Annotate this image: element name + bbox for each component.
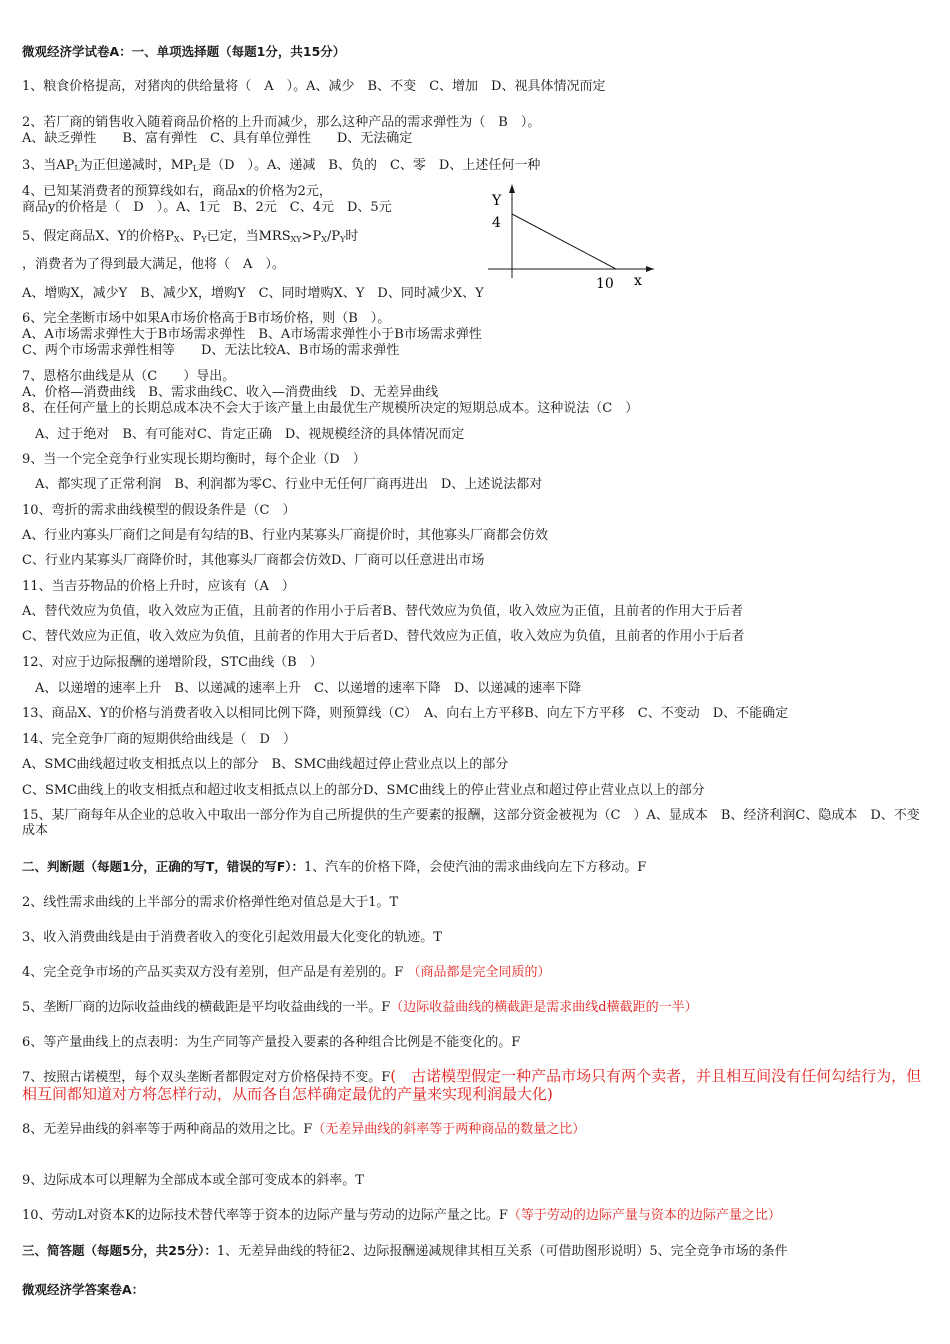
mc-q8-stem: 8、在任何产量上的长期总成本决不会大于该产量上由最优生产规模所决定的短期总成本。这种说法（C ） [22,401,639,416]
budget-line [512,214,616,269]
tf-q10-note: （等于劳动的边际产量与资本的边际产量之比） [507,1208,781,1223]
tf-heading: 二、判断题（每题1分，正确的写T，错误的写F）： [22,859,305,874]
x-axis-arrow [646,266,654,272]
x-axis-label: x [634,273,642,289]
mc-q5-stem: 5、假定商品X、Y的价格$P_X$、$P_Y$已定，当$MRS_{XY}>P_X/P_Y$时 [22,229,359,244]
tf-q8-note: （无差异曲线的斜率等于两种商品的数量之比） [312,1122,586,1137]
mc-q4-options: 商品y的价格是（ D ）。A、1元 B、2元 C、4元 D、5元 [22,200,392,215]
mc-q14-stem: 14、完全竞争厂商的短期供给曲线是（ D ） [22,732,296,747]
mc-q4-stem: 4、已知某消费者的预算线如右，商品x的价格为2元， [22,184,332,199]
mc-q14-options-ab: A、SMC曲线超过收支相抵点以上的部分 B、SMC曲线超过停止营业点以上的部分 [22,757,509,772]
x-intercept-label: 10 [596,276,614,292]
tf-q6: 6、等产量曲线上的点表明：为生产同等产量投入要素的各种组合比例是不能变化的。F [22,1035,521,1050]
tf-q2: 2、线性需求曲线的上半部分的需求价格弹性绝对值总是大于1。T [22,895,399,910]
mc-q7-stem: 7、恩格尔曲线是从（C ）导出。 [22,369,236,384]
mc-q1: 1、粮食价格提高，对猪肉的供给量将（ A ）。A、减少 B、不变 C、增加 D、视具体情况而定 [22,79,606,94]
mc-q9-options: A、都实现了正常利润 B、利润都为零C、行业中无任何厂商再进出 D、上述说法都对 [22,477,543,492]
mc-q10-options-cd: C、行业内某寡头厂商降价时，其他寡头厂商都会仿效D、厂商可以任意进出市场 [22,553,485,568]
mc-q6-options-ab: A、A市场需求弹性大于B市场需求弹性 B、A市场需求弹性小于B市场需求弹性 [22,327,482,342]
mc-q10-options-ab: A、行业内寡头厂商们之间是有勾结的B、行业内某寡头厂商提价时，其他寡头厂商都会仿效 [22,528,548,543]
mc-q9-stem: 9、当一个完全竞争行业实现长期均衡时，每个企业（D ） [22,452,366,467]
mc-q8-options: A、过于绝对 B、有可能对C、肯定正确 D、视规模经济的具体情况而定 [22,427,465,442]
tf-section [22,859,646,875]
tf-q5-note: （边际收益曲线的横截距是需求曲线d横截距的一半） [390,1000,698,1015]
tf-q7-note: ( 古诺模型假定一种产品市场只有两个卖者，并且相互间没有任何勾结行为，但相互间都知道对方将怎样行动，从而各自怎样确定最优的产量来实现利润最大化) [22,1067,922,1103]
tf-q3: 3、收入消费曲线是由于消费者收入的变化引起效用最大化变化的轨迹。T [22,930,442,945]
tf-q8: 8、无差异曲线的斜率等于两种商品的效用之比。F（无差异曲线的斜率等于两种商品的数量之比） [22,1122,586,1137]
mc-q10-stem: 10、弯折的需求曲线模型的假设条件是（C ） [22,503,296,518]
mc-q11-stem: 11、当吉芬物品的价格上升时，应该有（A ） [22,579,295,594]
mc-q6-stem: 6、完全垄断市场中如果A市场价格高于B市场价格，则（B ）。 [22,311,391,326]
mc-q2-stem: 2、若厂商的销售收入随着商品价格的上升而减少，那么这种产品的需求弹性为（ B ）。 [22,115,541,130]
mc-q13: 13、商品X、Y的价格与消费者收入以相同比例下降，则预算线（C） A、向右上方平移B、向左下方平移 C、不变动 D、不能确定 [22,706,789,721]
mc-q14-options-cd: C、SMC曲线上的收支相抵点和超过收支相抵点以上的部分D、SMC曲线上的停止营业点和超过停止营业点以上的部分 [22,783,705,798]
tf-q4: 4、完全竞争市场的产品买卖双方没有差别，但产品是有差别的。F （商品都是完全同质的） [22,965,551,980]
tf-q1: 1、汽车的价格下降，会使汽油的需求曲线向左下方移动。F [304,860,647,875]
mc-q6-options-cd: C、两个市场需求弹性相等 D、无法比较A、B市场的需求弹性 [22,343,400,358]
y-intercept-label: 4 [492,215,501,231]
mc-q11-options-cd: C、替代效应为正值，收入效应为负值，且前者的作用大于后者D、替代效应为正值，收入效应为负值，且前者的作用小于后者 [22,629,745,644]
mc-q12-options: A、以递增的速率上升 B、以递减的速率上升 C、以递增的速率下降 D、以递减的速率下降 [22,681,582,696]
tf-q7: 7、按照古诺模型，每个双头垄断者都假定对方价格保持不变。F( 古诺模型假定一种产品市场只有两个卖者，并且相互间没有任何勾结行为，但相互间都知道对方将怎样行动，从而各自怎样确定最优的产量来实现利润最大化) [22,1067,922,1103]
exam-title: 微观经济学试卷A：一、单项选择题（每题1分，共15分） [22,44,346,59]
mc-q12-stem: 12、对应于边际报酬的递增阶段，STC曲线（B ） [22,655,323,670]
short-heading: 三、简答题（每题5分，共25分）： [22,1243,217,1258]
y-axis-arrow [509,184,515,193]
tf-q4-note: （商品都是完全同质的） [407,965,551,980]
mc-q7-options: A、价格—消费曲线 B、需求曲线C、收入—消费曲线 D、无差异曲线 [22,385,439,400]
mc-q15: 15、某厂商每年从企业的总收入中取出一部分作为自己所提供的生产要素的报酬，这部分资金被视为（C ）A、显成本 B、经济利润C、隐成本 D、不变成本 [22,808,920,838]
answer-sheet-title: 微观经济学答案卷A： [22,1282,145,1297]
mc-q5-options: A、增购X，减少Y B、减少X，增购Y C、同时增购X、Y D、同时减少X、Y [22,286,484,301]
mc-q3: 3、当$AP_L$为正但递减时，$MP_L$是（D ）。A、递减 B、负的 C、零 D、上述任何一种 [22,158,541,173]
tf-q5: 5、垄断厂商的边际收益曲线的横截距是平均收益曲线的一半。F（边际收益曲线的横截距是需求曲线d横截距的一半） [22,1000,698,1015]
y-axis-label: Y [492,193,502,209]
mc-q5-stem-cont: ，消费者为了得到最大满足，他将（ A ）。 [22,257,285,272]
mc-q2-options: A、缺乏弹性 B、富有弹性 C、具有单位弹性 D、无法确定 [22,131,413,146]
tf-q10: 10、劳动L对资本K的边际技术替代率等于资本的边际产量与劳动的边际产量之比。F（等于劳动的边际产量与资本的边际产量之比） [22,1208,781,1223]
short-questions: 1、无差异曲线的特征2、边际报酬递减规律其相互关系（可借助图形说明）5、完全竞争市场的条件 [216,1244,788,1259]
short-answer-section [22,1243,788,1259]
mc-q11-options-ab: A、替代效应为负值，收入效应为正值，且前者的作用小于后者B、替代效应为负值，收入效应为正值，且前者的作用大于后者 [22,604,743,619]
budget-line-graph [478,180,663,298]
tf-q9: 9、边际成本可以理解为全部成本或全部可变成本的斜率。T [22,1173,364,1188]
